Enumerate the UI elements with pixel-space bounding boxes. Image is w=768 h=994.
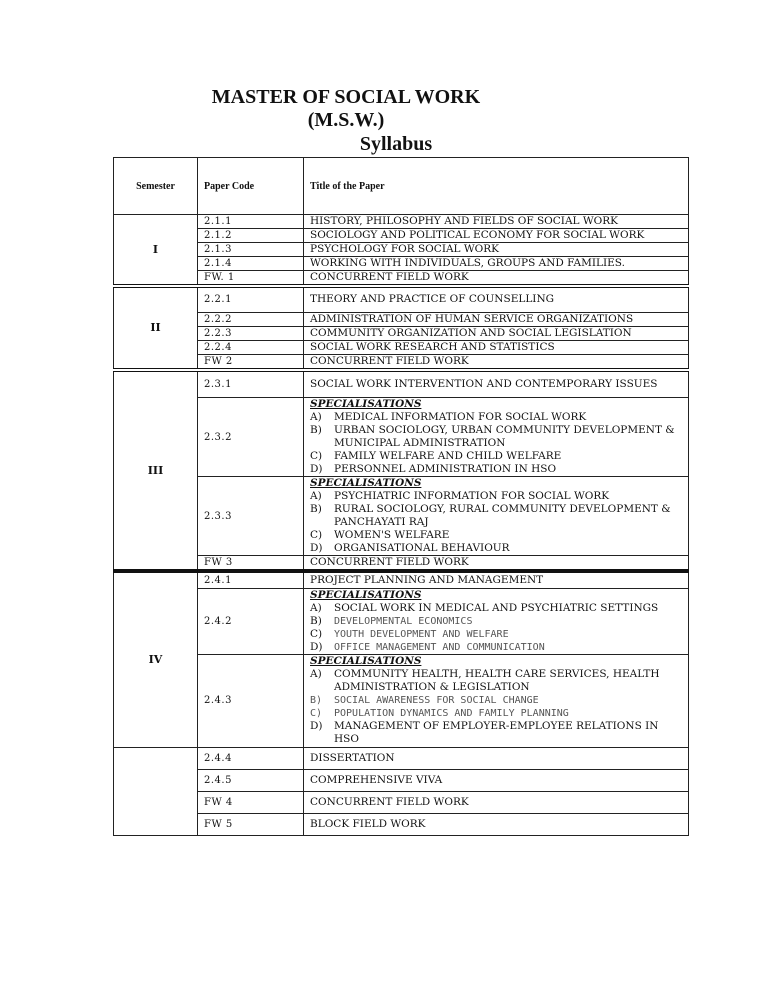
table-row [114,370,689,398]
item-text: MEDICAL INFORMATION FOR SOCIAL WORK [334,411,587,423]
item-letter: D) [310,542,323,554]
header-semester: Semester [114,158,198,215]
item-text: RURAL SOCIOLOGY, RURAL COMMUNITY DEVELOPMENT & PANCHAYATI RAJ [334,503,671,528]
item-letter: A) [310,668,322,680]
item-letter: C) [310,529,323,541]
semester-cell-2: II [114,286,198,370]
specialisation-cell [304,588,689,654]
paper-code: 2.1.3 [198,243,304,257]
header-title: Title of the Paper [304,158,689,215]
paper-code: 2.2.4 [198,340,304,354]
table-row [114,588,689,654]
paper-code: 2.1.4 [198,257,304,271]
specialisations-heading: SPECIALISATIONS [310,588,422,601]
item-text: WOMEN'S WELFARE [334,529,450,541]
paper-title: CONCURRENT FIELD WORK [304,791,689,813]
paper-code: FW 4 [198,791,304,813]
item-letter: B) [310,614,322,627]
list-item [310,602,682,615]
paper-title: THEORY AND PRACTICE OF COUNSELLING [304,286,689,312]
list-item [310,542,682,555]
paper-title: SOCIAL WORK RESEARCH AND STATISTICS [304,340,689,354]
list-item [310,503,682,529]
paper-title: ADMINISTRATION OF HUMAN SERVICE ORGANIZATIONS [304,312,689,326]
specialisation-cell [304,477,689,556]
list-item [310,424,682,450]
paper-title: SOCIAL WORK INTERVENTION AND CONTEMPORARY ISSUES [304,370,689,398]
paper-code: 2.4.2 [198,588,304,654]
table-row [114,571,689,588]
table-row [114,312,689,326]
item-text: URBAN SOCIOLOGY, URBAN COMMUNITY DEVELOPMENT & MUNICIPAL ADMINISTRATION [334,424,675,449]
paper-title: BLOCK FIELD WORK [304,813,689,835]
specialisation-cell [304,654,689,747]
paper-code: 2.2.2 [198,312,304,326]
item-letter: D) [310,463,323,475]
semester-cell-1: I [114,215,198,287]
table-row [114,791,689,813]
table-header-row [114,158,689,215]
table-row [114,354,689,370]
item-text: MANAGEMENT OF EMPLOYER-EMPLOYEE RELATIONS IN HSO [334,720,659,745]
list-item [310,411,682,424]
item-letter: B) [310,424,322,436]
item-text: SOCIAL WORK IN MEDICAL AND PSYCHIATRIC SETTINGS [334,601,659,614]
table-row [114,813,689,835]
paper-code: 2.1.2 [198,229,304,243]
header-paper-code: Paper Code [198,158,304,215]
item-letter: D) [310,640,323,653]
list-item [310,529,682,542]
paper-code: 2.3.3 [198,477,304,556]
item-text: OFFICE MANAGEMENT AND COMMUNICATION [334,641,545,653]
specialisations-heading: SPECIALISATIONS [310,655,422,667]
paper-code: FW. 1 [198,271,304,287]
semester-cell-empty [114,747,198,835]
paper-title: COMMUNITY ORGANIZATION AND SOCIAL LEGISLATION [304,326,689,340]
table-row [114,257,689,271]
table-row [114,340,689,354]
paper-title: CONCURRENT FIELD WORK [304,354,689,370]
item-text: FAMILY WELFARE AND CHILD WELFARE [334,450,562,462]
paper-code: 2.4.1 [198,571,304,588]
paper-title: PROJECT PLANNING AND MANAGEMENT [304,571,689,588]
item-letter: C) [310,450,323,462]
table-row [114,747,689,769]
item-text: PERSONNEL ADMINISTRATION IN HSO [334,463,557,475]
paper-code: FW 2 [198,354,304,370]
paper-title: CONCURRENT FIELD WORK [304,556,689,572]
item-letter: D) [310,720,323,732]
item-text: POPULATION DYNAMICS AND FAMILY PLANNING [334,708,569,719]
paper-title: DISSERTATION [304,747,689,769]
table-row [114,398,689,477]
semester-cell-4: IV [114,571,198,747]
document-title: MASTER OF SOCIAL WORK [211,86,481,108]
paper-title: HISTORY, PHILOSOPHY AND FIELDS OF SOCIAL WORK [304,215,689,229]
table-row [114,229,689,243]
paper-title: PSYCHOLOGY FOR SOCIAL WORK [304,243,689,257]
table-row [114,326,689,340]
paper-title: CONCURRENT FIELD WORK [304,271,689,287]
list-item [310,463,682,476]
item-letter: A) [310,601,322,614]
list-item [310,628,682,641]
item-text: DEVELOPMENTAL ECONOMICS [334,615,473,627]
list-item [310,490,682,503]
item-letter: B) [310,503,322,515]
document-subtitle: (M.S.W.) [307,109,385,131]
item-letter: B) [310,695,323,706]
item-text: YOUTH DEVELOPMENT AND WELFARE [334,628,509,640]
semester-cell-3: III [114,370,198,572]
item-text: SOCIAL AWARENESS FOR SOCIAL CHANGE [334,695,539,706]
paper-code: 2.1.1 [198,215,304,229]
list-item [310,720,682,746]
specialisations-heading: SPECIALISATIONS [310,398,422,410]
paper-title: SOCIOLOGY AND POLITICAL ECONOMY FOR SOCIAL WORK [304,229,689,243]
item-letter: A) [310,411,322,423]
table-row [114,271,689,287]
paper-code: 2.4.5 [198,769,304,791]
paper-title: COMPREHENSIVE VIVA [304,769,689,791]
paper-code: FW 5 [198,813,304,835]
table-row [114,556,689,572]
list-item [310,615,682,628]
list-item [310,641,682,654]
item-text: ORGANISATIONAL BEHAVIOUR [334,542,510,554]
paper-code: 2.3.1 [198,370,304,398]
paper-code: 2.2.3 [198,326,304,340]
item-text: COMMUNITY HEALTH, HEALTH CARE SERVICES, HEALTH ADMINISTRATION & LEGISLATION [334,668,660,693]
specialisation-cell [304,398,689,477]
item-letter: A) [310,490,322,502]
paper-title: WORKING WITH INDIVIDUALS, GROUPS AND FAMILIES. [304,257,689,271]
specialisations-heading: SPECIALISATIONS [310,477,422,489]
list-item [310,694,682,707]
table-row [114,243,689,257]
item-text: PSYCHIATRIC INFORMATION FOR SOCIAL WORK [334,490,610,502]
item-letter: C) [310,627,323,640]
table-row [114,654,689,747]
table-row [114,215,689,229]
paper-code: 2.4.4 [198,747,304,769]
table-row [114,477,689,556]
paper-code: 2.4.3 [198,654,304,747]
item-letter: C) [310,708,323,719]
paper-code: FW 3 [198,556,304,572]
list-item [310,668,682,694]
syllabus-table [113,157,689,836]
paper-code: 2.2.1 [198,286,304,312]
list-item [310,707,682,720]
list-item [310,450,682,463]
table-row [114,286,689,312]
table-row [114,769,689,791]
paper-code: 2.3.2 [198,398,304,477]
document-heading-syllabus: Syllabus [359,133,433,155]
